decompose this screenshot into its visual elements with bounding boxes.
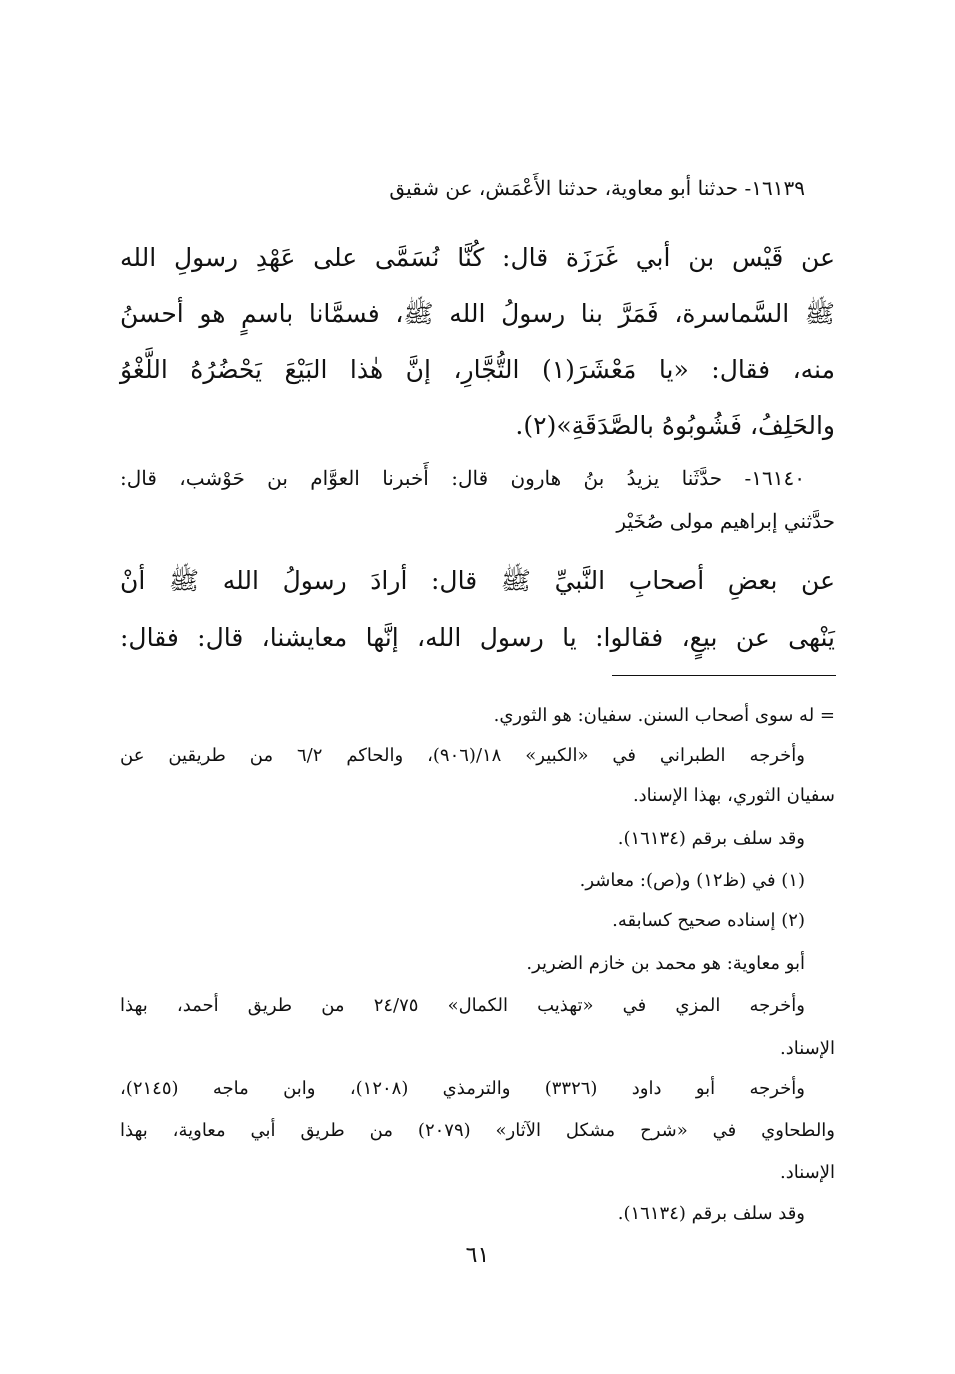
hadith-16139-matn-line-4: والحَلِفُ، فَشُوبُوهُ بالصَّدَقَةِ»(٢). [515, 411, 835, 440]
footnote-line-12: الإسناد. [779, 1162, 835, 1183]
footnote-line-7: أبو معاوية: هو محمد بن خازم الضرير. [526, 953, 805, 974]
footnote-line-8: وأخرجه المزي في «تهذيب الكمال» ٢٤/٧٥ من طريق أحمد، بهذا [120, 995, 805, 1016]
page-number: ٦١ [465, 1243, 490, 1268]
footnote-line-1: = له سوى أصحاب السنن. سفيان: هو الثوري. [493, 705, 835, 726]
hadith-16139-isnad: ١٦١٣٩- حدثنا أبو معاوية، حدثنا الأَعْمَش، عن شقيق [389, 176, 805, 200]
footnote-line-9: الإسناد. [779, 1038, 835, 1059]
footnote-line-10: وأخرجه أبو داود (٣٣٢٦) والترمذي (١٢٠٨)، وابن ماجه (٢١٤٥)، [120, 1078, 805, 1099]
hadith-16140-isnad-line-2: حدَّثني إبراهيم مولى صُخَيْر [616, 509, 835, 533]
hadith-16140-matn-line-2: يَنْهى عن بيعٍ، فقالوا: يا رسول الله، إنَّها معايشنا، قال: فقال: [120, 623, 835, 652]
footnote-line-2: وأخرجه الطبراني في «الكبير» ١٨/(٩٠٦)، والحاكم ٦/٢ من طريقين عن [120, 745, 805, 766]
footnote-line-11: والطحاوي في «شرح مشكل الآثار» (٢٠٧٩) من طريق أبي معاوية، بهذا [120, 1120, 835, 1141]
footnote-line-4: وقد سلف برقم (١٦١٣٤). [617, 828, 805, 849]
footnote-line-13: وقد سلف برقم (١٦١٣٤). [617, 1203, 805, 1224]
hadith-16140-matn-line-1: عن بعضِ أصحابِ النَّبيِّ ﷺ قال: أرادَ رسولُ الله ﷺ أنْ [120, 566, 835, 595]
footnote-1: (١) في (ظ١٢) و(ص): معاشر. [579, 870, 805, 891]
hadith-16139-matn-line-1: عن قَيْس بن أبي غَرَزَة قال: كُنَّا نُسَمَّى على عَهْدِ رسولِ الله [120, 243, 835, 272]
hadith-16140-isnad-line-1: ١٦١٤٠- حدَّثَنا يزيدُ بنُ هارون قال: أَخبرنا العوَّام بن حَوْشب، قال: [120, 466, 805, 490]
footnote-line-3: سفيان الثوري، بهذا الإسناد. [632, 785, 835, 806]
footnote-2: (٢) إسناده صحيح كسابقه. [612, 910, 805, 931]
hadith-16139-matn-line-2: ﷺ السَّماسرة، فَمَرَّ بنا رسولُ الله ﷺ، فسمَّانا باسمٍ هو أحسنُ [120, 299, 835, 328]
footnote-divider [612, 675, 836, 676]
hadith-16139-matn-line-3: منه، فقال: «يا مَعْشَرَ(١) التُّجَّارِ، إنَّ هٰذا البَيْعَ يَحْضُرُهُ اللَّغْوُ [120, 355, 835, 384]
